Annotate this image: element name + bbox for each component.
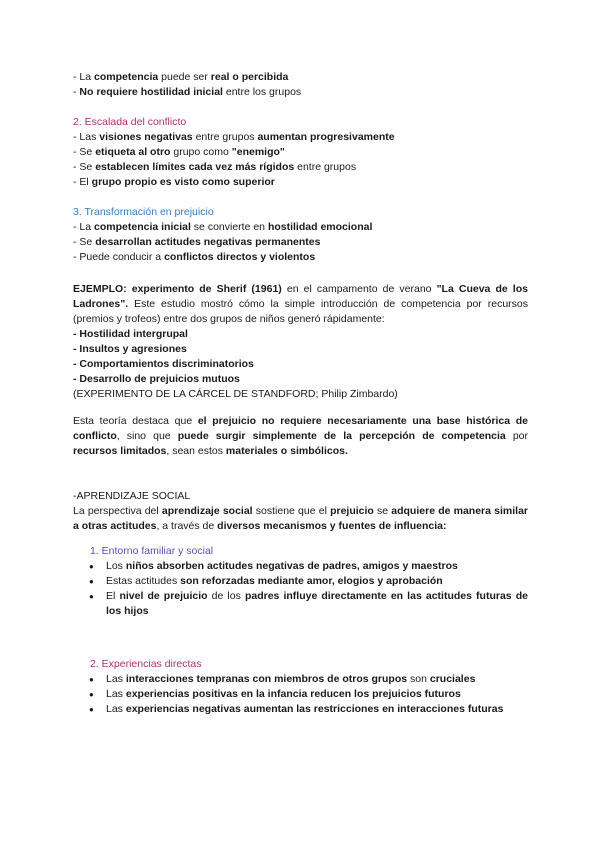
example-paragraph: EJEMPLO: experimento de Sherif (1961) en el campamento de verano "La Cueva de los Ladrones". Este estudio mostró cómo la simple introducción de competencia por recursos (premios y trofeos) entre dos grupos de niños generó rápidamente: xyxy=(73,283,528,325)
bullet-item: ● Las interacciones tempranas con miembros de otros grupos son cruciales xyxy=(73,672,528,687)
text-line: - La competencia inicial se convierte en hostilidad emocional xyxy=(73,221,373,233)
bullet-item: ● Las experiencias positivas en la infancia reducen los prejuicios futuros xyxy=(73,687,528,702)
text-line: - Las visiones negativas entre grupos aumentan progresivamente xyxy=(73,131,395,143)
example-item: - Desarrollo de prejuicios mutuos xyxy=(73,373,240,385)
subheading-direct-experiences: 2. Experiencias directas xyxy=(90,658,202,670)
bullet-icon xyxy=(89,589,94,604)
example-note: (EXPERIMENTO DE LA CÁRCEL DE STANDFORD; Philip Zimbardo) xyxy=(73,388,398,400)
text-line: - Se etiqueta al otro grupo como "enemigo" xyxy=(73,146,285,158)
text-line: - El grupo propio es visto como superior xyxy=(73,176,275,188)
bullet-item: ● Las experiencias negativas aumentan las restricciones en interacciones futuras xyxy=(73,702,528,717)
text-line: - La competencia puede ser real o percibida xyxy=(73,71,289,83)
bullet-item: ● El nivel de prejuicio de los padres influye directamente en las actitudes futuras de los hijos xyxy=(73,589,528,619)
bullet-icon xyxy=(89,574,94,589)
section-heading-escalation: 2. Escalada del conflicto xyxy=(73,116,187,128)
example-item: - Hostilidad intergrupal xyxy=(73,328,188,340)
bullet-item: ● Los niños absorben actitudes negativas de padres, amigos y maestros xyxy=(73,559,528,574)
subheading-family-environment: 1. Entorno familiar y social xyxy=(90,545,214,557)
social-learning-intro: La perspectiva del aprendizaje social sostiene que el prejuicio se adquiere de manera similar a otras actitudes, a través de diversos mecanismos y fuentes de influencia: xyxy=(73,505,528,532)
example-item: - Insultos y agresiones xyxy=(73,343,187,355)
text-line: - Se establecen límites cada vez más rígidos entre grupos xyxy=(73,161,357,173)
document-page xyxy=(73,70,528,717)
section-heading-transformation: 3. Transformación en prejuicio xyxy=(73,206,214,218)
bullet-icon xyxy=(89,672,94,687)
bullet-icon xyxy=(89,702,94,717)
section-title-social-learning: -APRENDIZAJE SOCIAL xyxy=(73,490,191,502)
text-line: - Puede conducir a conflictos directos y violentos xyxy=(73,251,316,263)
text-line: - Se desarrollan actitudes negativas permanentes xyxy=(73,236,321,248)
bullet-icon xyxy=(89,687,94,702)
bullet-icon xyxy=(89,559,94,574)
bullet-item: ● Estas actitudes son reforzadas mediante amor, elogios y aprobación xyxy=(73,574,528,589)
example-item: - Comportamientos discriminatorios xyxy=(73,358,254,370)
text-line: - No requiere hostilidad inicial entre los grupos xyxy=(73,86,302,98)
theory-paragraph: Esta teoría destaca que el prejuicio no requiere necesariamente una base histórica de conflicto, sino que puede surgir simplemente de la percepción de competencia por recursos limitados, sean estos materiales o simbólicos. xyxy=(73,415,529,457)
